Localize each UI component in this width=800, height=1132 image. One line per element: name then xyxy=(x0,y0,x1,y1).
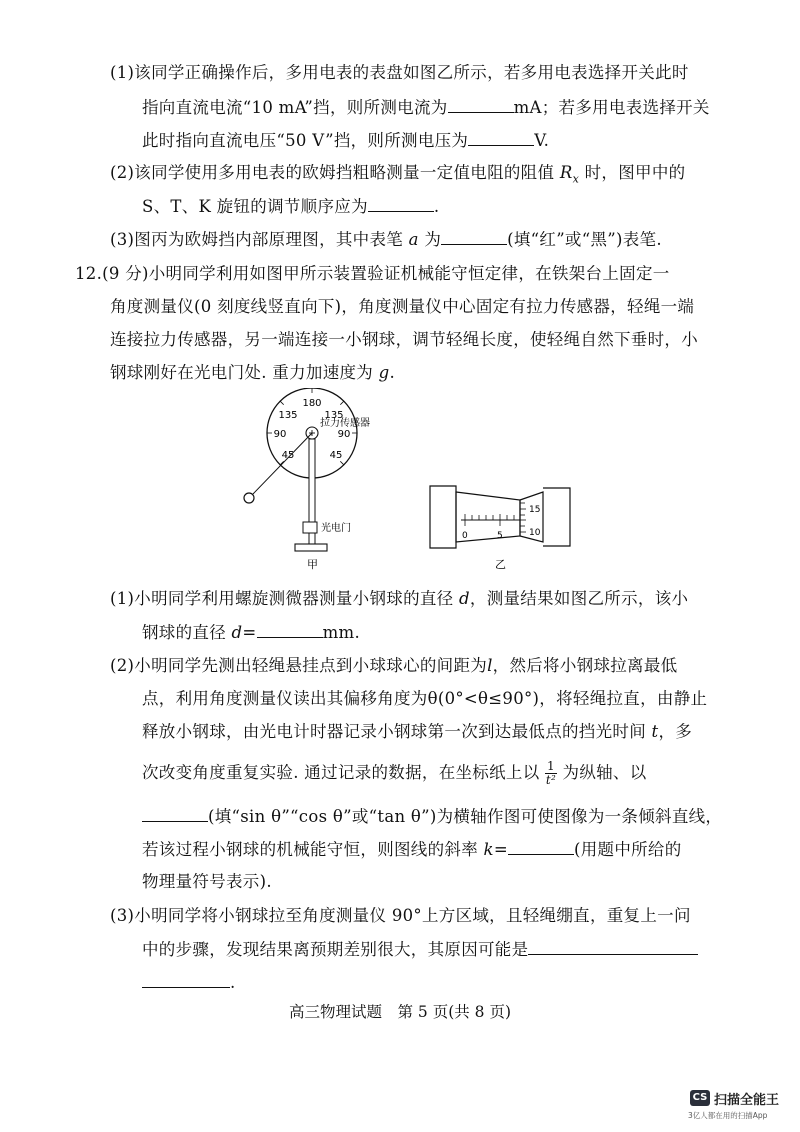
label-135-right: 135 xyxy=(324,410,344,421)
q12-2-line2: 点，利用角度测量仪读出其偏移角度为θ(0°<θ≤90°)，将轻绳拉直，由静止 xyxy=(142,689,708,708)
scale-0: 0 xyxy=(462,531,468,541)
q12-2-line1: (2)小明同学先测出轻绳悬挂点到小球球心的间距为l，然后将小钢球拉离最低 xyxy=(110,656,678,675)
q12-line2: 角度测量仪(0 刻度线竖直向下)，角度测量仪中心固定有拉力传感器，轻绳一端 xyxy=(110,297,695,316)
figure-jia-apparatus xyxy=(230,388,380,573)
scale-15: 15 xyxy=(529,505,541,515)
label-45-right: 45 xyxy=(329,450,343,461)
q11-1-line3: 此时指向直流电压“50 V”挡，则所测电压为 V. xyxy=(142,131,550,150)
watermark-title: 扫描全能王 xyxy=(714,1093,780,1108)
answer-blank-voltage[interactable] xyxy=(468,129,534,146)
watermark-subtitle: 3亿人都在用的扫描App xyxy=(688,1111,768,1120)
photogate-icon xyxy=(303,522,317,533)
q12-2-line3: 释放小钢球，由光电计时器记录小钢球第一次到达最低点的挡光时间 t，多 xyxy=(142,722,693,741)
q12-2-line5: (填“sin θ”“cos θ”或“tan θ”)为横轴作图可使图像为一条倾斜直线， xyxy=(142,805,722,828)
label-180: 180 xyxy=(302,398,322,409)
fraction-1-over-t2: $\frac{1}{\text{t²}}$ xyxy=(545,759,557,787)
q12-1-line2: 钢球的直径 d= mm. xyxy=(142,623,360,642)
q11-1-line2: 指向直流电流“10 mA”挡，则所测电流为 mA；若多用电表选择开关 xyxy=(142,98,710,117)
q11-2-line2: S、T、K 旋钮的调节顺序应为 . xyxy=(142,197,440,216)
scale-10: 10 xyxy=(529,528,541,538)
answer-blank-probe-color[interactable] xyxy=(441,228,507,245)
answer-blank-diameter[interactable] xyxy=(257,621,323,638)
answer-blank-reason-1[interactable] xyxy=(528,938,698,955)
answer-blank-axis[interactable] xyxy=(142,805,208,822)
sensor-label: 拉力传感器 xyxy=(320,418,370,429)
figure-yi-micrometer xyxy=(425,480,575,572)
q12-line3: 连接拉力传感器，另一端连接一小钢球，调节轻绳长度，使轻绳自然下垂时，小 xyxy=(110,330,698,349)
answer-blank-slope[interactable] xyxy=(508,838,574,855)
label-90-right: 90 xyxy=(337,429,351,440)
label-yi: 乙 xyxy=(495,558,506,571)
q12-2-line6: 若该过程小钢球的机械能守恒，则图线的斜率 k= (用题中所给的 xyxy=(142,840,682,859)
q12-line1: 12.(9 分)小明同学利用如图甲所示装置验证机械能守恒定律，在铁架台上固定一 xyxy=(75,264,670,283)
label-135-left: 135 xyxy=(278,410,298,421)
steel-ball-icon xyxy=(244,493,254,503)
answer-blank-current[interactable] xyxy=(448,96,514,113)
q12-2-line4: 次改变角度重复实验. 通过记录的数据，在坐标纸上以 $\frac{1}{\text{t²}}$ 为纵轴、以 xyxy=(142,759,647,787)
camscanner-logo-icon: CS xyxy=(690,1090,710,1106)
string xyxy=(253,433,312,494)
page-footer: 高三物理试题 第 5 页(共 8 页) xyxy=(288,1003,512,1021)
label-jia: 甲 xyxy=(307,558,318,571)
label-45-left: 45 xyxy=(281,450,295,461)
q12-3-line2: 中的步骤，发现结果离预期差别很大，其原因可能是 xyxy=(142,938,698,961)
q12-1-line1: (1)小明同学利用螺旋测微器测量小钢球的直径 d，测量结果如图乙所示，该小 xyxy=(110,589,689,608)
stand-base xyxy=(295,544,327,551)
q11-3-line: (3)图丙为欧姆挡内部原理图，其中表笔 a 为 (填“红”或“黑”)表笔. xyxy=(110,230,662,249)
q11-2-line1: (2)该同学使用多用电表的欧姆挡粗略测量一定值电阻的阻值 $R_x$ 时，图甲中的 xyxy=(110,163,686,186)
photogate-label: 光电门 xyxy=(321,523,351,534)
answer-blank-reason-2[interactable] xyxy=(142,971,230,988)
q12-3-line3: . xyxy=(142,971,236,994)
answer-blank-order[interactable] xyxy=(368,195,434,212)
scale-5: 5 xyxy=(497,531,503,541)
q12-3-line1: (3)小明同学将小钢球拉至角度测量仪 90°上方区域，且轻绳绷直，重复上一问 xyxy=(110,906,691,925)
q12-2-line7: 物理量符号表示). xyxy=(142,872,272,891)
label-90-left: 90 xyxy=(273,429,287,440)
q12-line4: 钢球刚好在光电门处. 重力加速度为 g. xyxy=(110,363,396,382)
q11-1-line1: (1)该同学正确操作后，多用电表的表盘如图乙所示，若多用电表选择开关此时 xyxy=(110,63,689,82)
